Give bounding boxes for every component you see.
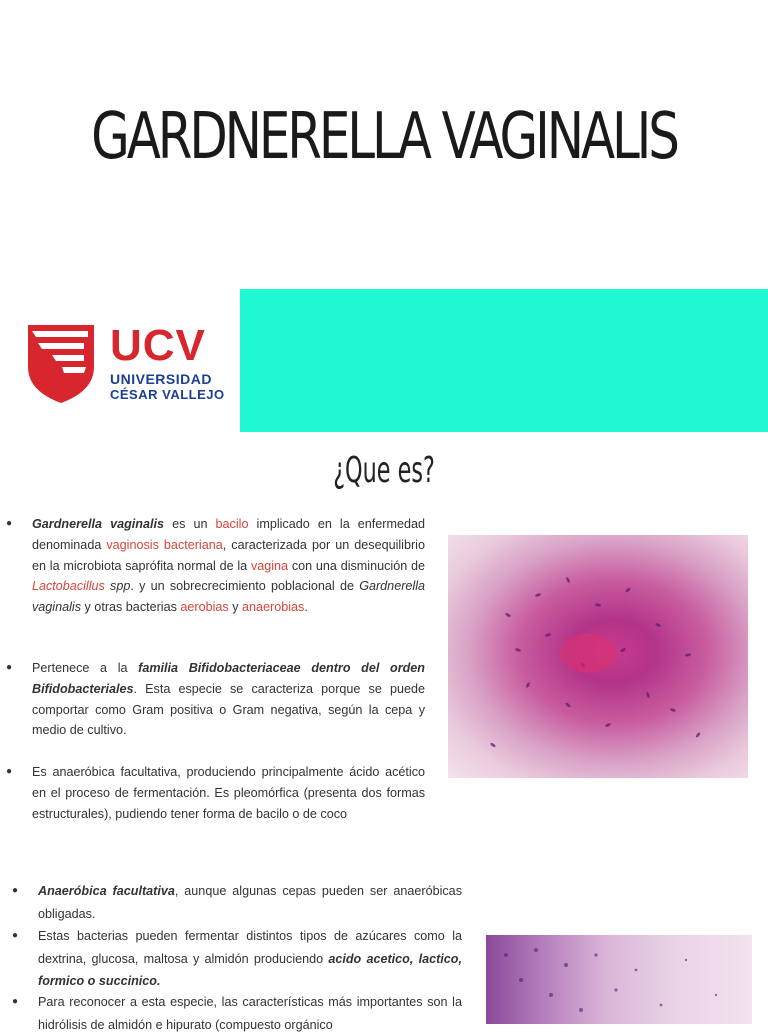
p1-t4: implicado en la enfermedad denominada xyxy=(32,517,425,552)
p1-t10: spp xyxy=(104,579,131,594)
link-anaerobias[interactable]: anaerobias xyxy=(242,600,305,615)
bullet-icon: ● xyxy=(6,518,13,529)
paragraph-5 xyxy=(12,925,462,993)
p1-t17: . xyxy=(304,600,308,615)
bullet-icon: ● xyxy=(12,930,19,941)
p2-t2: familia Bifidobacteriaceae dentro del orden Bifidobacteriales xyxy=(32,661,425,696)
paragraph-1 xyxy=(6,514,425,618)
paragraph-3 xyxy=(6,762,425,824)
logo-ucv: UCV xyxy=(110,321,206,370)
bullet-icon: ● xyxy=(12,885,19,896)
page-title: GARDNERELLA VAGINALIS xyxy=(91,100,677,174)
p1-t8: con una disminución de xyxy=(288,558,425,573)
ucv-logo xyxy=(26,321,225,405)
teal-banner xyxy=(240,289,768,432)
p6-t1: Para reconocer a esta especie, las características más importantes son la hidrólisis de almidón e hipurato (compuesto orgánico xyxy=(38,995,462,1032)
section-title: ¿Que es? xyxy=(333,450,435,491)
p4-t1: Anaeróbica facultativa xyxy=(38,884,175,898)
bullet-icon: ● xyxy=(6,662,13,673)
paragraph-2 xyxy=(6,658,425,741)
micrograph-gram-stain-image xyxy=(486,935,752,1024)
link-vagina[interactable]: vagina xyxy=(250,558,289,573)
bullet-icon: ● xyxy=(6,766,13,777)
p1-t12: Gardnerella vaginalis xyxy=(32,579,425,615)
p4-t2: , aunque algunas cepas pueden ser anaeróbicas obligadas. xyxy=(38,884,462,921)
link-vaginosis[interactable]: vaginosis bacteriana xyxy=(106,537,223,552)
p1-t6: , caracterizada por un desequilibrio en la microbiota saprófita normal de la xyxy=(32,537,425,573)
paragraph-6 xyxy=(12,991,462,1036)
p1-t2: es un xyxy=(163,517,216,531)
micrograph-clue-cell-image xyxy=(448,535,748,778)
p1-t11: . y un sobrecrecimiento poblacional de xyxy=(130,579,360,594)
paragraph-4 xyxy=(12,880,462,925)
link-lactobacillus[interactable]: Lactobacillus xyxy=(32,579,105,594)
micrograph-clue-cell xyxy=(448,535,748,778)
logo-line1: UNIVERSIDAD xyxy=(110,371,212,387)
p5-t2: acido acetico, lactico, formico o succinico. xyxy=(38,951,462,988)
p5-t1: Estas bacterias pueden fermentar distintos tipos de azúcares como la dextrina, glucosa, maltosa y almidón produciendo xyxy=(38,929,462,966)
p1-t15: y xyxy=(228,600,243,615)
p2-t1: Pertenece a la xyxy=(32,661,139,675)
ucv-shield-icon xyxy=(26,323,96,405)
logo-line2: CÉSAR VALLEJO xyxy=(110,387,225,402)
link-aerobias[interactable]: aerobias xyxy=(180,600,229,615)
p1-t13: y otras bacterias xyxy=(81,600,181,615)
micrograph-gram-stain xyxy=(486,935,752,1024)
p2-t3: . Esta especie se caracteriza porque se puede comportar como Gram positiva o Gram negativa, según la cepa y medio de cultivo. xyxy=(32,681,425,738)
p3-t1: Es anaeróbica facultativa, produciendo principalmente ácido acético en el proceso de fermentación. Es pleomórfica (presenta dos formas estructurales), pudiendo tener forma de bacilo o de coco xyxy=(32,765,425,821)
bullet-icon: ● xyxy=(12,996,19,1007)
logo-ucv-text xyxy=(110,321,206,371)
link-bacilo[interactable]: bacilo xyxy=(215,517,249,531)
p1-t1: Gardnerella vaginalis xyxy=(32,517,164,531)
